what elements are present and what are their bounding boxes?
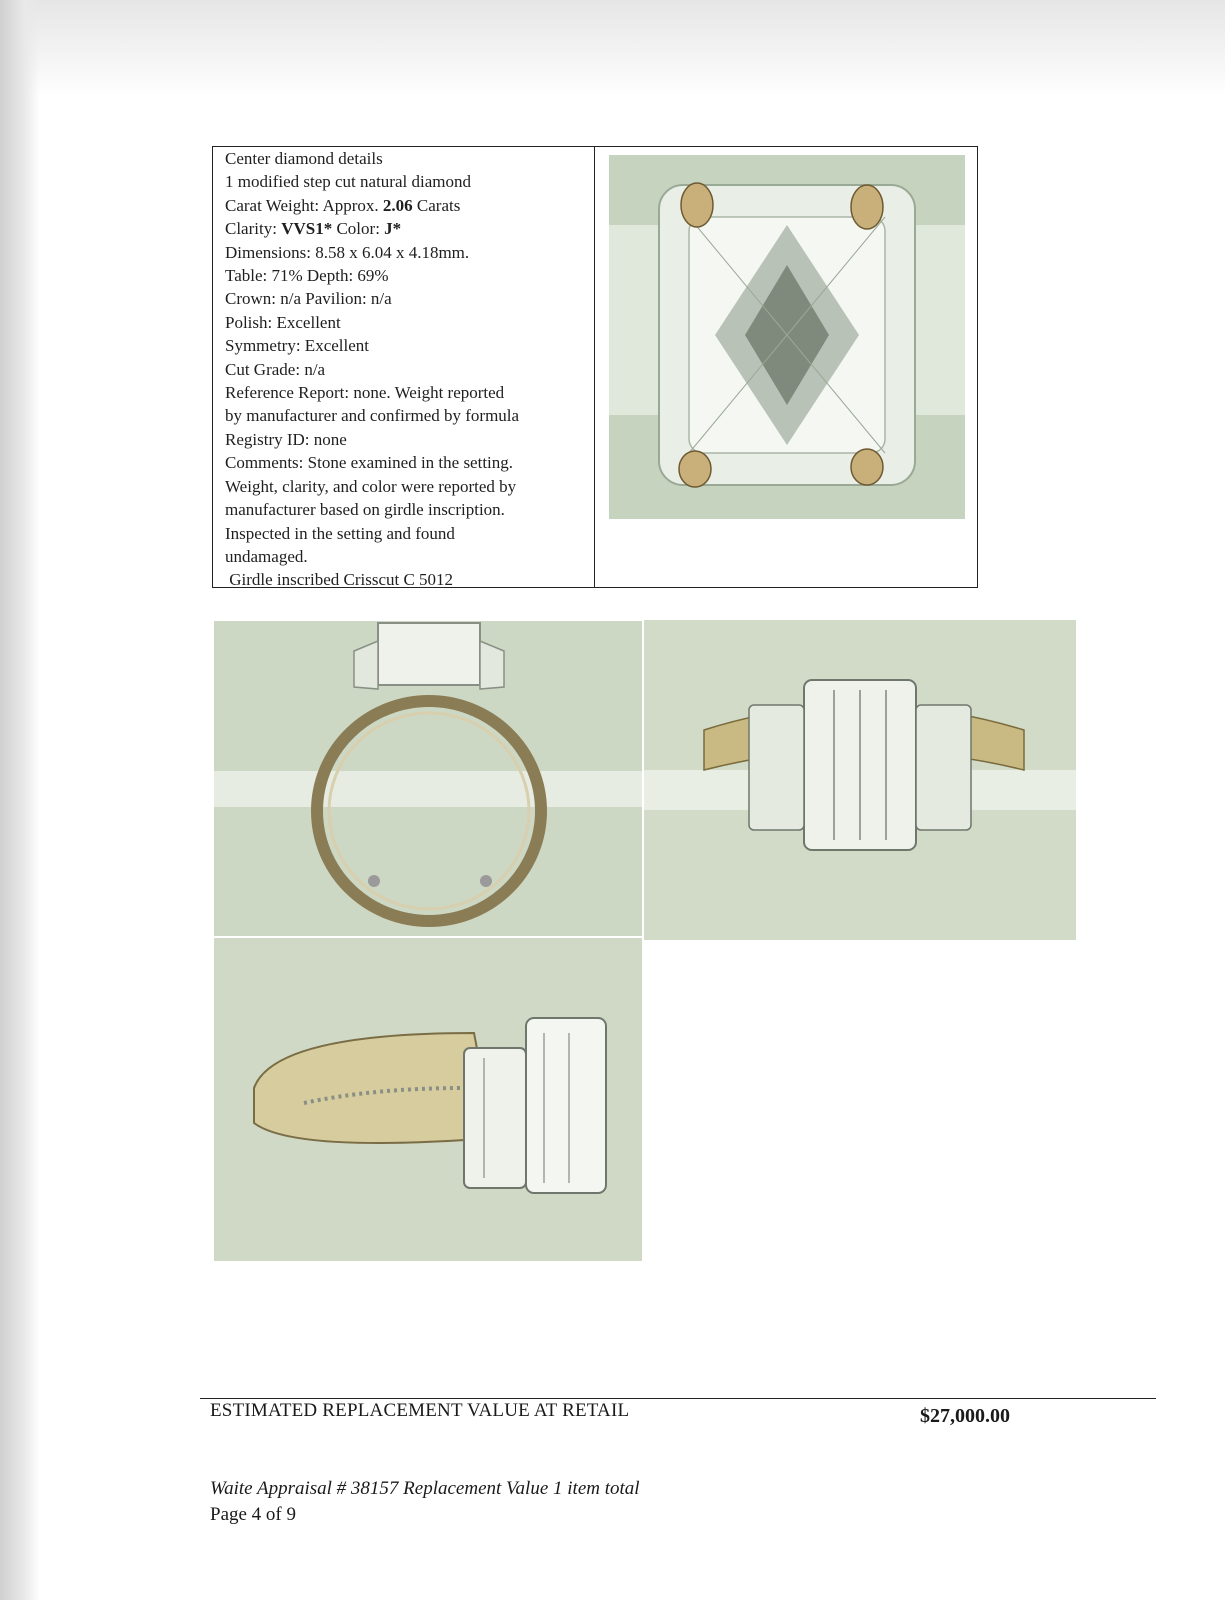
details-comments-1: Comments: Stone examined in the setting. <box>225 453 514 473</box>
scan-shadow-left <box>0 0 40 1600</box>
clarity-value: VVS1* <box>281 219 333 239</box>
details-cut-grade: Cut Grade: n/a <box>225 359 326 379</box>
page-number: Page 4 of 9 <box>210 1504 297 1525</box>
color-label: Color: <box>332 219 385 239</box>
diamond-top-view-photo <box>609 155 965 519</box>
ring-angled-side-photo <box>214 938 642 1261</box>
appraisal-reference: Waite Appraisal # 38157 Replacement Value 1 item total <box>210 1478 640 1499</box>
diamond-details-table <box>212 146 978 588</box>
replacement-value-label: ESTIMATED REPLACEMENT VALUE AT RETAIL <box>210 1400 630 1421</box>
carat-label: Carat Weight: Approx. <box>225 195 383 215</box>
details-table-depth: Table: 71% Depth: 69% <box>225 266 389 286</box>
details-polish: Polish: Excellent <box>225 312 341 332</box>
details-reference-2: by manufacturer and confirmed by formula <box>225 406 520 426</box>
details-girdle-inscription: Girdle inscribed Crisscut C 5012 <box>225 570 454 587</box>
color-value: J* <box>384 219 402 239</box>
details-dimensions: Dimensions: 8.58 x 6.04 x 4.18mm. <box>225 242 470 262</box>
details-comments-5: undamaged. <box>225 546 308 566</box>
details-heading: Center diamond details <box>225 149 383 168</box>
carat-value: 2.06 <box>382 195 413 215</box>
valuation-divider <box>200 1398 1156 1399</box>
details-crown-pavilion: Crown: n/a Pavilion: n/a <box>225 289 392 309</box>
details-symmetry: Symmetry: Excellent <box>225 336 369 356</box>
details-comments-3: manufacturer based on girdle inscription. <box>225 500 505 520</box>
top-view-photo-cell <box>595 147 977 587</box>
ring-side-profile-photo <box>214 621 642 936</box>
carat-unit: Carats <box>412 195 461 215</box>
details-registry: Registry ID: none <box>225 429 347 449</box>
diamond-details-text <box>213 147 595 587</box>
details-reference-1: Reference Report: none. Weight reported <box>225 383 505 403</box>
replacement-value-amount: $27,000.00 <box>920 1405 1010 1427</box>
details-comments-4: Inspected in the setting and found <box>225 523 455 543</box>
details-carat <box>225 194 594 217</box>
scan-shadow-top <box>0 0 1225 95</box>
details-comments-2: Weight, clarity, and color were reported by <box>225 476 517 496</box>
details-clarity-color <box>225 217 594 240</box>
clarity-label: Clarity: <box>225 219 282 239</box>
details-stone-description: 1 modified step cut natural diamond <box>225 172 471 192</box>
ring-front-view-photo <box>644 620 1076 940</box>
